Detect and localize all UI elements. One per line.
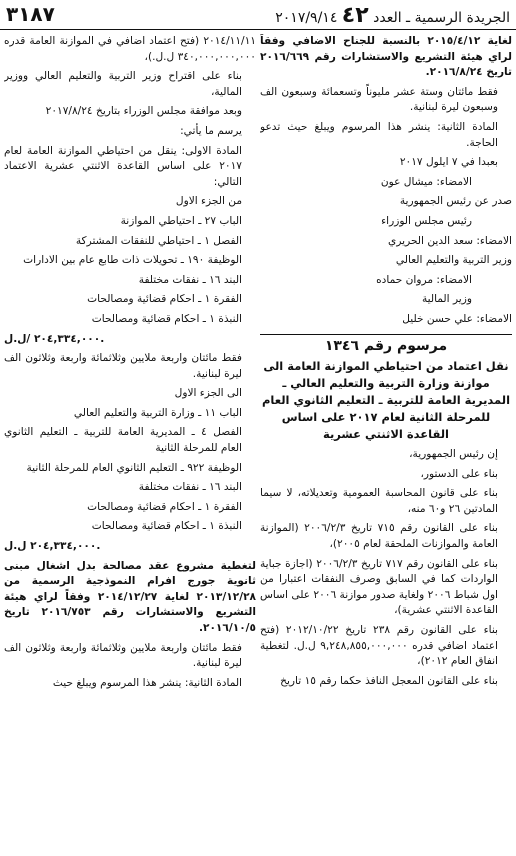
amount-figure: ٢٠٤,٣٣٤,٠٠٠ /ل.ل. — [4, 332, 105, 345]
signature-line: الامضاء: علي حسن خليل — [402, 312, 512, 325]
text-line: المادة الثانية: ينشر هذا المرسوم ويبلغ حيث تدعو الحاجة. — [260, 120, 498, 149]
preamble-line: بناء على الدستور، — [420, 467, 498, 480]
page-header — [0, 0, 516, 30]
purpose-text: لتغطية مشروع عقد مصالحة بدل اشغال مبنى ثانوية جورج افرام النموذجية الرسمية من ٢٠١٣/١٢/٢٨ لغاية ٢٠١٤/١٢/٢٧ وفقاً لراي هيئة التشريع والاستشارات رقم ٢٠١٦/٧٥٣ تاريخ ٢٠١٦/١٠/٥. — [4, 559, 256, 634]
budget-line: الفصل ١ ـ احتياطي للنفقات المشتركة — [75, 234, 242, 247]
signature-line: الامضاء: مروان حماده — [376, 273, 472, 286]
text-line: وبعد موافقة مجلس الوزراء بتاريخ ٢٠١٧/٨/٢٤ — [45, 105, 242, 118]
budget-line: الى الجزء الاول — [174, 387, 242, 400]
decree-title: نقل اعتماد من احتياطي الموازنة العامة الى موازنة وزارة التربية والتعليم العالي ـ المديرية العامة للتربية ـ التعليم الثانوي العام للمرحلة الثانية لعام ٢٠١٧ على اساس القاعدة الاثنتي عشرية — [261, 359, 511, 442]
budget-line: الوظيفة ١٩٠ ـ تحويلات ذات طابع عام بين الادارات — [23, 254, 242, 267]
gazette-name: الجريدة الرسمية ـ العدد — [373, 10, 510, 26]
signature-date: بعبدا في ٧ ايلول ٢٠١٧ — [399, 156, 498, 169]
amount-figure: ٢٠٤,٣٣٤,٠٠٠ ل.ل. — [4, 540, 101, 553]
text-line: فقط مائتان وستة عشر مليوناً وتسعمائة وسبعون الف وسبعون ليرة لبنانية. — [260, 85, 498, 114]
signature-line: الامضاء: ميشال عون — [380, 175, 472, 188]
preamble-line: بناء على القانون رقم ٧١٧ تاريخ ٢٠٠٦/٢/٣ (اجازة جباية الواردات كما في السابق وصرف النفقات اعتبارا من اول شباط ٢٠٠٦ ولغاية صدور موازنة ٢٠٠٦ على اساس القاعدة الاثنتي عشرية)، — [260, 557, 499, 617]
text-line: ٢٠١٤/١١/١١ (فتح اعتماد اضافي في الموازنة العامة قدره ٣٤٠,٠٠٠,٠٠٠,٠٠٠ ل.ل.)، — [4, 35, 256, 63]
amount-words: فقط مائتان واربعة ملايين وثلاثمائة واربعة وثلاثون الف ليرة لبنانية. — [4, 641, 242, 670]
signature-line: رئيس مجلس الوزراء — [381, 214, 472, 227]
text-line: لغاية ٢٠١٥/٤/١٢ بالنسبة للجناح الاضافي وفقاً لراي هيئة التشريع والاستشارات رقم ٢٠١٦/٦٦٩ تاريخ ٢٠١٦/٨/٢٤. — [260, 35, 512, 79]
budget-line: الفقرة ١ ـ احكام قضائية ومصالحات — [87, 293, 242, 306]
issue-number: ٤٢ — [341, 3, 369, 28]
budget-line: النبذة ١ ـ احكام قضائية ومصالحات — [91, 312, 242, 325]
budget-line: الفصل ٤ ـ المديرية العامة للتربية ـ التعليم الثانوي العام للمرحلة الثانية — [4, 426, 242, 455]
signature-line: الامضاء: سعد الدين الحريري — [388, 234, 512, 247]
preamble-line: بناء على القانون رقم ٢٣٨ تاريخ ٢٠١٢/١٠/٢٢ (فتح اعتماد اضافي قدره ٩,٢٤٨,٨٥٥,٠٠٠,٠٠٠ ل.ل. لتغطية انفاق العام ٢٠١٢)، — [260, 624, 498, 668]
signature-line: صدر عن رئيس الجمهورية — [399, 195, 512, 208]
preamble-line: بناء على القانون رقم ٧١٥ تاريخ ٢٠٠٦/٢/٣ (الموازنة العامة والموازنات الملحقة لعام ٢٠٠٥)، — [260, 522, 498, 551]
budget-line: من الجزء الاول — [175, 195, 242, 208]
column-gap — [256, 34, 260, 856]
budget-line: الباب ٢٧ ـ احتياطي الموازنة — [120, 214, 242, 227]
signature-line: وزير التربية والتعليم العالي — [395, 254, 512, 267]
budget-line: الوظيفة ٩٢٢ ـ التعليم الثانوي العام للمرحلة الثانية — [26, 461, 242, 474]
preamble-line: بناء على قانون المحاسبة العمومية وتعديلاته، لا سيما المادتين ٢٦ و٦٠ منه، — [260, 487, 498, 515]
signature-line: وزير المالية — [421, 293, 472, 306]
issue-date: ٢٠١٧/٩/١٤ — [275, 10, 338, 26]
budget-line: النبذة ١ ـ احكام قضائية ومصالحات — [91, 520, 242, 533]
text-line: يرسم ما يأتي: — [180, 124, 242, 137]
budget-line: الفقرة ١ ـ احكام قضائية ومصالحات — [87, 500, 242, 513]
text-line: بناء على اقتراح وزير التربية والتعليم العالي ووزير المالية، — [4, 70, 242, 98]
right-column — [260, 34, 512, 856]
budget-line: البند ١٦ ـ نفقات مختلفة — [138, 481, 242, 494]
left-column — [4, 34, 256, 856]
preamble-line: بناء على القانون المعجل النافذ حكما رقم ١٥ تاريخ — [280, 674, 498, 687]
section-divider — [260, 334, 512, 335]
preamble-line: إن رئيس الجمهورية، — [409, 448, 498, 461]
decree-number: مرسوم رقم ١٣٤٦ — [324, 337, 448, 354]
page-number: ٣١٨٧ — [6, 2, 55, 26]
budget-line: الباب ١١ ـ وزارة التربية والتعليم العالي — [73, 406, 242, 419]
article-one: المادة الاولى: ينقل من احتياطي الموازنة العامة لعام ٢٠١٧ على اساس القاعدة الاثنتي عشرية الاعتماد التالي: — [4, 144, 242, 188]
page-columns — [0, 34, 516, 856]
amount-words: فقط مائتان واربعة ملايين وثلاثمائة واربعة وثلاثون الف ليرة لبنانية. — [4, 352, 242, 380]
decree-header — [260, 339, 512, 444]
budget-line: البند ١٦ ـ نفقات مختلفة — [138, 273, 242, 286]
gazette-title — [275, 3, 510, 28]
article-two: المادة الثانية: ينشر هذا المرسوم ويبلغ حيث — [52, 676, 242, 689]
